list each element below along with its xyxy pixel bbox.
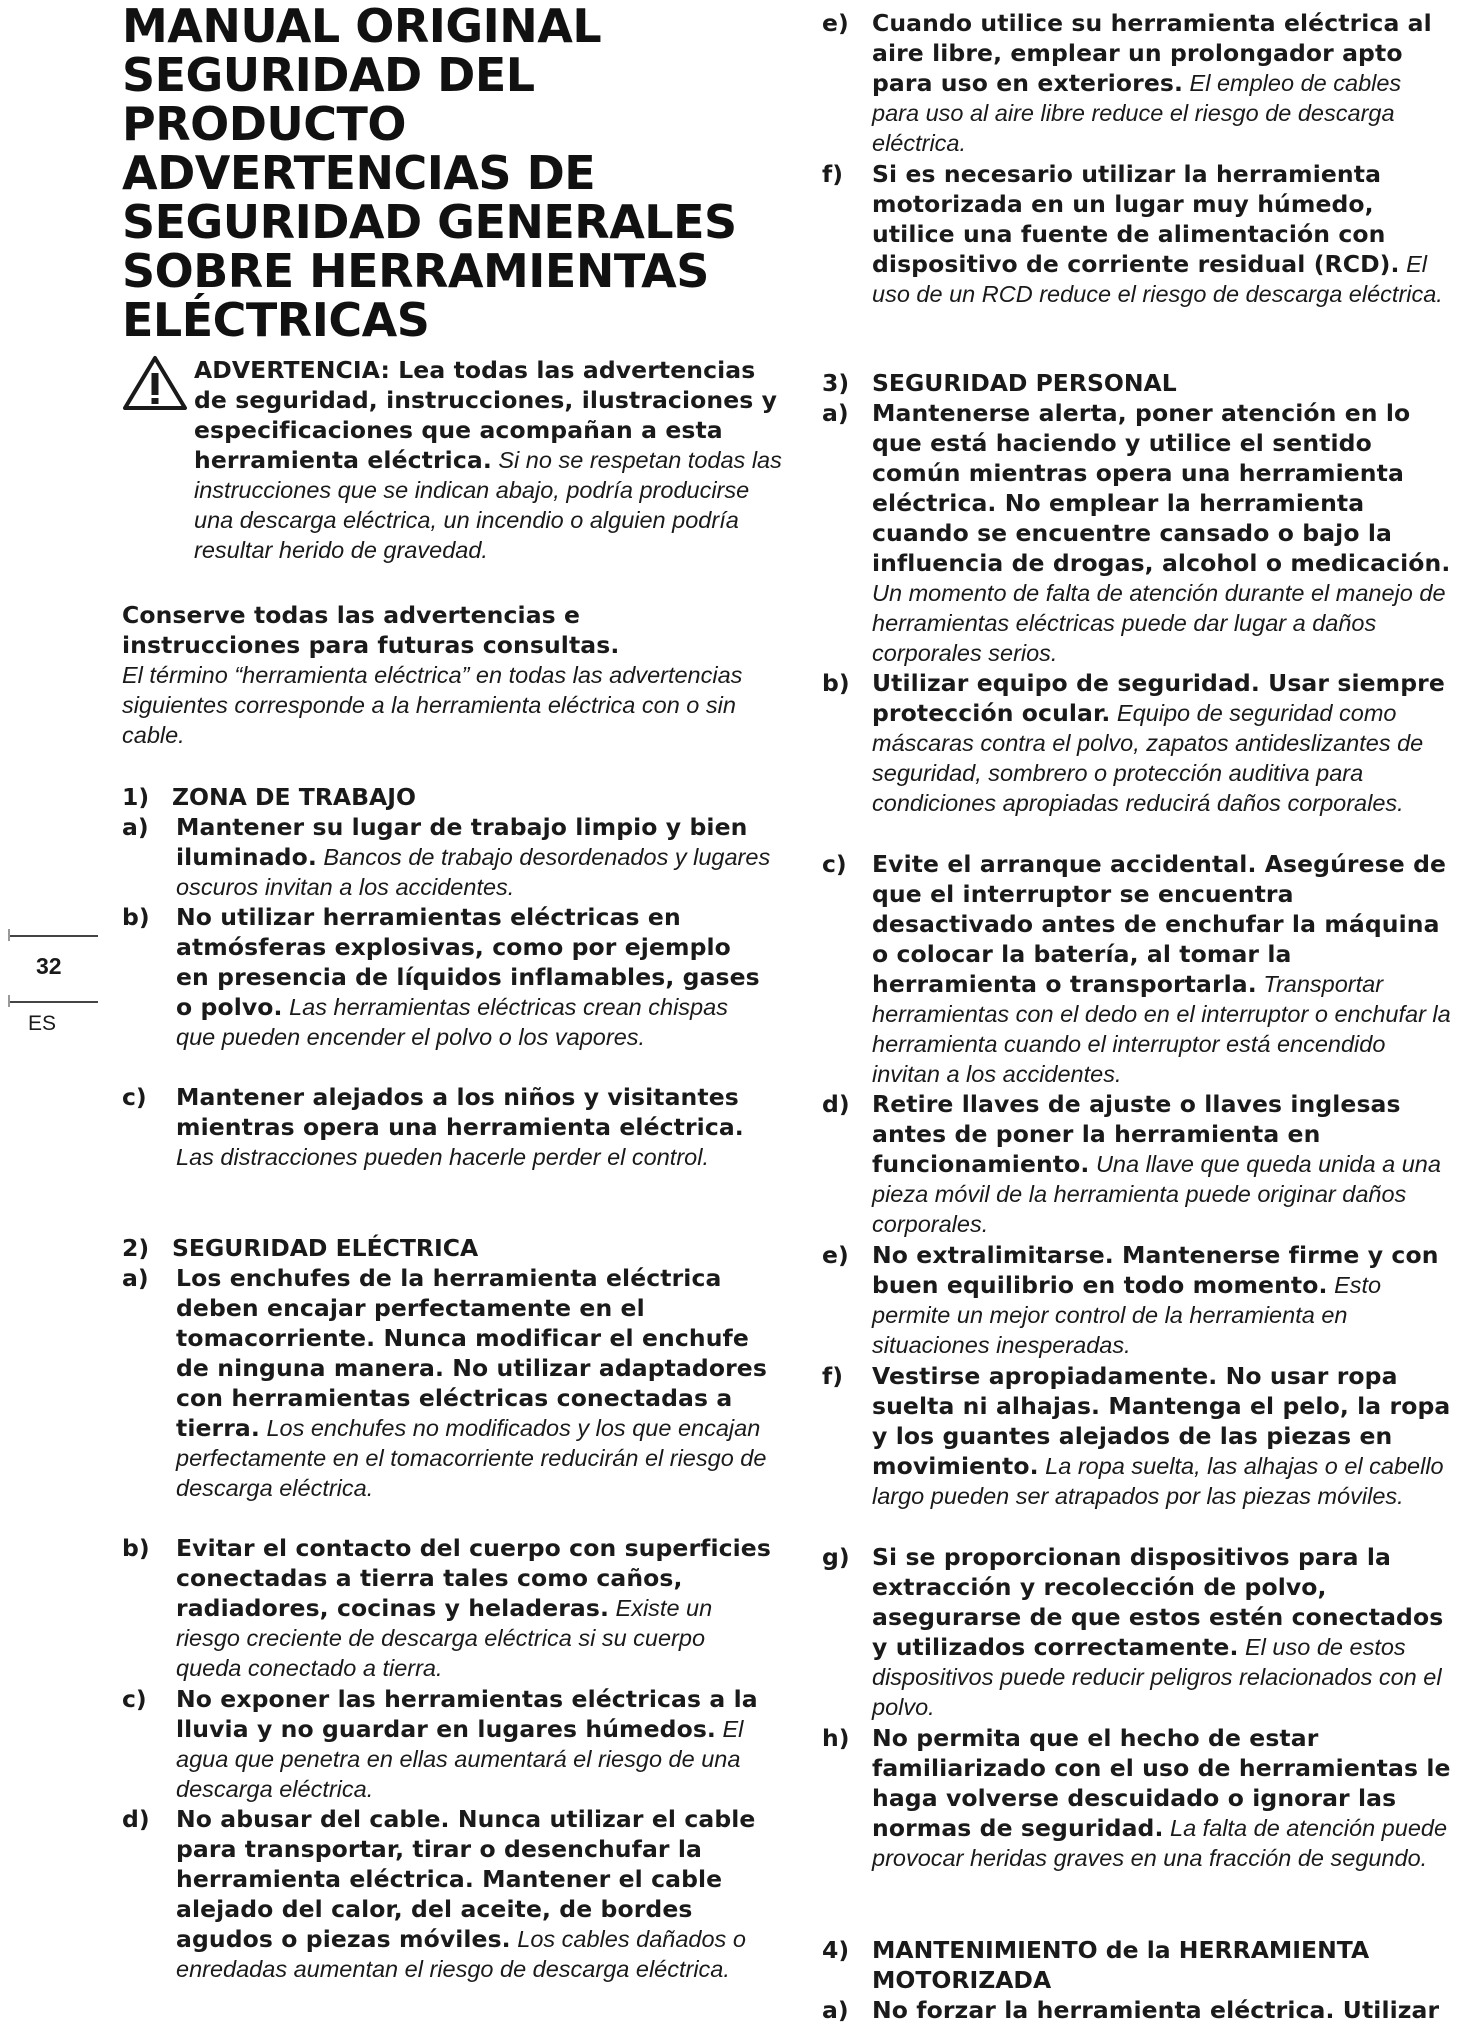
list-item	[822, 668, 1454, 818]
list-item	[822, 8, 1454, 158]
item-bold: No exponer las herramientas eléctricas a la lluvia y no guardar en lugares húmedos.	[176, 1685, 758, 1743]
item-italic: El empleo de cables para uso al aire libre reduce el riesgo de descarga eléctrica.	[872, 70, 1402, 156]
list-item	[822, 1361, 1454, 1511]
item-bold: Evitar el contacto del cuerpo con superficies conectadas a tierra tales como caños, radiadores, cocinas y heladeras.	[176, 1534, 771, 1622]
section-number: 1)	[122, 783, 150, 811]
section-heading	[122, 782, 416, 812]
item-letter: e)	[822, 1241, 849, 1269]
page-title	[122, 2, 782, 345]
item-bold: Cuando utilice su herramienta eléctrica al aire libre, emplear un prolongador apto para uso en exteriores.	[872, 9, 1432, 97]
item-italic: El uso de un RCD reduce el riesgo de descarga eléctrica.	[872, 251, 1443, 307]
item-italic: Bancos de trabajo desordenados y lugares oscuros invitan a los accidentes.	[176, 844, 771, 900]
item-italic: Las distracciones pueden hacerle perder el control.	[176, 1144, 709, 1170]
list-item	[822, 398, 1454, 668]
item-letter: f)	[822, 160, 843, 188]
item-bold: No abusar del cable. Nunca utilizar el cable para transportar, tirar o desenchufar la herramienta eléctrica. Mantener el cable alejado del calor, del aceite, de bordes agudos o piezas móviles.	[176, 1805, 756, 1953]
item-letter: b)	[122, 903, 150, 931]
conserve-paragraph	[122, 600, 762, 750]
language-code: ES	[28, 1012, 57, 1035]
item-letter: d)	[822, 1090, 850, 1118]
item-bold: No forzar la herramienta eléctrica. Utilizar	[872, 1996, 1440, 2024]
item-italic: Un momento de falta de atención durante el manejo de herramientas eléctricas puede dar lugar a daños corporales serios.	[872, 580, 1446, 666]
title-line: ELÉCTRICAS	[122, 293, 430, 347]
item-italic: La ropa suelta, las alhajas o el cabello largo pueden ser atrapados por las piezas móviles.	[872, 1453, 1444, 1509]
section-heading	[122, 1233, 478, 1263]
section-heading	[822, 368, 1177, 398]
item-bold: Mantenerse alerta, poner atención en lo que está haciendo y utilice el sentido común mientras opera una herramienta eléctrica. No emplear la herramienta cuando se encuentre cansado o bajo la influencia de drogas, alcohol o medicación.	[872, 399, 1451, 577]
section-heading	[822, 1935, 1454, 1995]
item-bold: Utilizar equipo de seguridad. Usar siempre protección ocular.	[872, 669, 1445, 727]
warning-triangle-icon	[122, 355, 188, 411]
item-italic: Las herramientas eléctricas crean chispas que pueden encender el polvo o los vapores.	[176, 994, 728, 1050]
item-italic: El uso de estos dispositivos puede reducir peligros relacionados con el polvo.	[872, 1634, 1442, 1720]
title-line: SEGURIDAD GENERALES	[122, 195, 737, 249]
item-letter: b)	[122, 1534, 150, 1562]
list-item	[822, 1089, 1454, 1239]
margin-tab	[8, 935, 98, 1005]
item-italic: Los cables dañados o enredadas aumentan el riesgo de descarga eléctrica.	[176, 1926, 746, 1982]
item-letter: f)	[822, 1362, 843, 1390]
margin-tick	[8, 995, 10, 1007]
section-title: SEGURIDAD PERSONAL	[872, 369, 1177, 397]
list-item	[122, 1082, 772, 1172]
list-item	[122, 812, 772, 902]
list-item	[822, 849, 1454, 1089]
item-letter: a)	[822, 1996, 849, 2024]
item-bold: Si se proporcionan dispositivos para la extracción y recolección de polvo, asegurarse de que estos estén conectados y utilizados correctamente.	[872, 1543, 1444, 1661]
item-letter: a)	[122, 1264, 149, 1292]
item-italic: El agua que penetra en ellas aumentará el riesgo de una descarga eléctrica.	[176, 1716, 744, 1802]
section-number: 4)	[822, 1936, 850, 1964]
margin-rule	[8, 935, 98, 937]
list-item	[822, 1542, 1454, 1722]
page-number: 32	[36, 953, 62, 979]
item-letter: e)	[822, 9, 849, 37]
conserve-italic: El término “herramienta eléctrica” en todas las advertencias siguientes corresponde a la herramienta eléctrica con o sin cable.	[122, 662, 743, 748]
item-bold: Retire llaves de ajuste o llaves inglesas antes de poner la herramienta en funcionamiento.	[872, 1090, 1401, 1178]
item-letter: c)	[122, 1685, 147, 1713]
margin-rule	[8, 1001, 98, 1003]
item-letter: a)	[822, 399, 849, 427]
item-letter: c)	[822, 850, 847, 878]
title-line: SOBRE HERRAMIENTAS	[122, 244, 709, 298]
item-italic: Los enchufes no modificados y los que encajan perfectamente en el tomacorriente reducirán el riesgo de descarga eléctrica.	[176, 1415, 767, 1501]
list-item	[822, 1723, 1454, 1873]
section-title: SEGURIDAD ELÉCTRICA	[172, 1234, 479, 1262]
section-title: ZONA DE TRABAJO	[172, 783, 416, 811]
item-bold: Vestirse apropiadamente. No usar ropa suelta ni alhajas. Mantenga el pelo, la ropa y los guantes alejados de las piezas en movimiento.	[872, 1362, 1451, 1480]
list-item	[122, 902, 772, 1052]
title-line: MANUAL ORIGINAL	[122, 0, 602, 53]
item-bold: Evite el arranque accidental. Asegúrese de que el interruptor se encuentra desactivado antes de enchufar la máquina o colocar la batería, al tomar la herramienta o transportarla.	[872, 850, 1447, 998]
item-letter: c)	[122, 1083, 147, 1111]
margin-tick	[8, 929, 10, 941]
item-italic: Esto permite un mejor control de la herramienta en situaciones inesperadas.	[872, 1272, 1382, 1358]
list-item	[122, 1804, 772, 1984]
section-number: 3)	[822, 369, 850, 397]
list-item	[122, 1684, 772, 1804]
item-bold: Mantener alejados a los niños y visitantes mientras opera una herramienta eléctrica.	[176, 1083, 744, 1141]
list-item	[822, 1995, 1454, 2025]
item-bold: Mantener su lugar de trabajo limpio y bien iluminado.	[176, 813, 748, 871]
warning-block	[122, 355, 782, 565]
item-italic: Existe un riesgo creciente de descarga eléctrica si su cuerpo queda conectado a tierra.	[176, 1595, 713, 1681]
item-letter: b)	[822, 669, 850, 697]
list-item	[822, 159, 1454, 309]
list-item	[822, 1240, 1454, 1360]
item-bold: Los enchufes de la herramienta eléctrica deben encajar perfectamente en el tomacorriente. Nunca modificar el enchufe de ninguna manera. No utilizar adaptadores con herramientas eléctricas conectadas a tierra.	[176, 1264, 767, 1442]
warning-bold: ADVERTENCIA: Lea todas las advertencias de seguridad, instrucciones, ilustraciones y especificaciones que acompañan a esta herramienta eléctrica.	[194, 356, 778, 474]
title-line: ADVERTENCIAS DE	[122, 146, 596, 200]
list-item	[122, 1533, 772, 1683]
item-letter: d)	[122, 1805, 150, 1833]
item-italic: Transportar herramientas con el dedo en el interruptor o enchufar la herramienta cuando el interruptor está encendido invitan a los accidentes.	[872, 971, 1451, 1087]
item-bold: Si es necesario utilizar la herramienta motorizada en un lugar muy húmedo, utilice una fuente de alimentación con dispositivo de corriente residual (RCD).	[872, 160, 1400, 278]
title-line: SEGURIDAD DEL	[122, 48, 535, 102]
item-letter: g)	[822, 1543, 850, 1571]
item-letter: h)	[822, 1724, 850, 1752]
item-bold: No permita que el hecho de estar familiarizado con el uso de herramientas le haga volverse descuidado o ignorar las normas de seguridad.	[872, 1724, 1451, 1842]
item-italic: Una llave que queda unida a una pieza móvil de la herramienta puede originar daños corporales.	[872, 1151, 1441, 1237]
item-bold: No extralimitarse. Mantenerse firme y con buen equilibrio en todo momento.	[872, 1241, 1439, 1299]
section-title: MANTENIMIENTO de la HERRAMIENTA MOTORIZADA	[872, 1936, 1370, 1994]
list-item	[122, 1263, 772, 1503]
item-italic: Equipo de seguridad como máscaras contra el polvo, zapatos antideslizantes de seguridad, sombrero o protección auditiva para condiciones apropiadas reducirá daños corporales.	[872, 700, 1424, 816]
title-line: PRODUCTO	[122, 97, 407, 151]
item-bold: No utilizar herramientas eléctricas en atmósferas explosivas, como por ejemplo en presencia de líquidos inflamables, gases o polvo.	[176, 903, 760, 1021]
warning-italic: Si no se respetan todas las instrucciones que se indican abajo, podría producirse una descarga eléctrica, un incendio o alguien podría resultar herido de gravedad.	[194, 447, 782, 563]
conserve-bold: Conserve todas las advertencias e instrucciones para futuras consultas.	[122, 601, 620, 659]
item-italic: La falta de atención puede provocar heridas graves en una fracción de segundo.	[872, 1815, 1448, 1871]
item-letter: a)	[122, 813, 149, 841]
section-number: 2)	[122, 1234, 150, 1262]
